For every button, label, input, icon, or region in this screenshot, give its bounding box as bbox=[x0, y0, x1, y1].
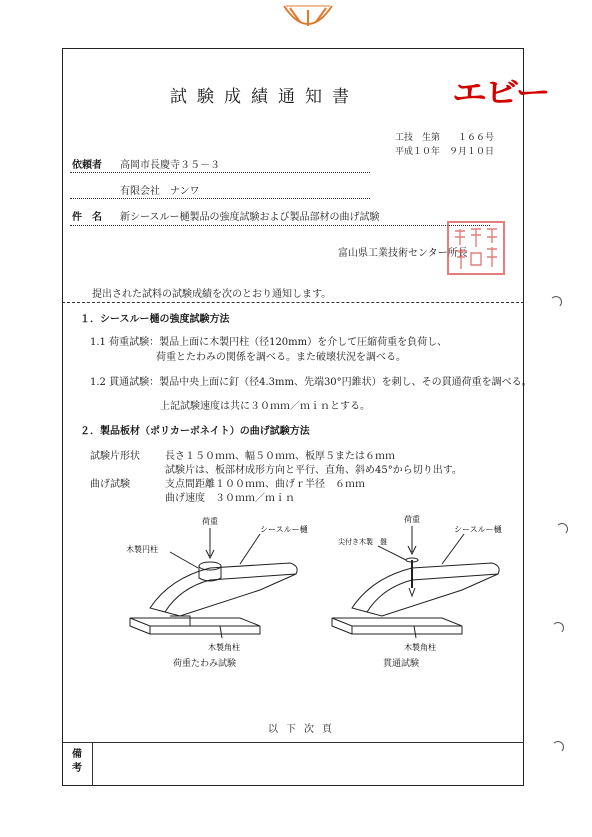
left-product-label: シースルー樋 bbox=[260, 525, 308, 534]
right-figure-caption: 貫通試験 bbox=[383, 659, 420, 669]
subject-value: 新シースルー樋製品の強度試験および製品部材の曲げ試験 bbox=[120, 212, 380, 223]
subject-label: 件 名 bbox=[72, 212, 102, 223]
section-divider bbox=[62, 302, 524, 303]
load-test-line1: 1.1 荷重試験：製品上面に木製円柱（径120mm）を介して圧縮荷重を負荷し、 bbox=[90, 337, 448, 348]
speed-note: 上記試験速度は共に３０ｍｍ／ｍｉｎとする。 bbox=[160, 401, 370, 412]
client-underline bbox=[70, 172, 370, 173]
binder-hole-top bbox=[550, 296, 562, 308]
binder-hole-middle bbox=[556, 523, 568, 535]
specimen-shape-label: 試験片形状 bbox=[90, 451, 140, 462]
company-underline bbox=[70, 198, 370, 199]
client-label: 依頼者 bbox=[72, 160, 102, 171]
penetration-test: 1.2 貫通試験：製品中央上面に釘（径4.3mm、先端30°円錐状）を刺し、その貫通荷重を調べる。 bbox=[90, 377, 532, 388]
document-date: 平成１０年 ９月１０日 bbox=[395, 147, 495, 157]
section1-heading: １．シースルー樋の強度試験方法 bbox=[80, 314, 230, 325]
binder-hole-bottom bbox=[552, 741, 564, 753]
section2-heading: ２．製品板材（ポリカーボネイト）の曲げ試験方法 bbox=[80, 426, 310, 437]
official-seal-pattern bbox=[449, 223, 503, 273]
next-page-note: 以下次頁 bbox=[268, 724, 340, 735]
specimen-shape-line2: 試験片は、板部材成形方向と平行、直角、斜め45°から切り出す。 bbox=[165, 465, 462, 476]
red-stamp-mark: エビー bbox=[452, 76, 549, 109]
remarks-top-border bbox=[62, 742, 524, 743]
left-base-label: 木製角柱 bbox=[208, 643, 240, 652]
right-nail-label: 尖付き木製 盤 bbox=[338, 538, 387, 546]
specimen-shape-line1: 長さ１５０ｍｍ、幅５０ｍｍ、板厚５または６ｍｍ bbox=[165, 451, 395, 462]
penetration-test-figure bbox=[318, 508, 518, 668]
intro-text: 提出された試料の試験成績を次のとおり通知します。 bbox=[92, 289, 332, 300]
load-test-figure bbox=[110, 508, 310, 668]
subject-underline bbox=[70, 225, 490, 226]
client-address: 高岡市長慶寺３５－３ bbox=[120, 160, 220, 171]
bending-test-line2: 曲げ速度 ３０ｍｍ／ｍｉｎ bbox=[165, 493, 295, 504]
right-base-label: 木製角柱 bbox=[404, 643, 436, 652]
binder-hole-lower bbox=[552, 622, 564, 634]
left-figure-caption: 荷重たわみ試験 bbox=[173, 659, 237, 669]
left-cylinder-label: 木製円柱 bbox=[126, 545, 158, 554]
document-number: 工技 生第 １６６号 bbox=[395, 133, 495, 143]
remarks-label: 備考 bbox=[72, 749, 82, 774]
official-seal bbox=[447, 221, 505, 275]
client-company: 有限会社 ナンワ bbox=[120, 186, 200, 197]
bending-test-label: 曲げ試験 bbox=[90, 479, 130, 490]
bending-test-line1: 支点間距離１００ｍｍ、曲げｒ半径 ６ｍｍ bbox=[165, 479, 365, 490]
right-product-label: シースルー樋 bbox=[454, 525, 502, 534]
document-title: 試験成績通知書 bbox=[170, 87, 359, 107]
remarks-divider bbox=[92, 742, 93, 786]
top-seal-mark bbox=[282, 2, 334, 36]
right-load-label: 荷重 bbox=[404, 515, 420, 524]
left-load-label: 荷重 bbox=[202, 517, 218, 526]
load-test-line2: 荷重とたわみの関係を調べる。また破壊状況を調べる。 bbox=[156, 352, 406, 363]
issuer-name: 富山県工業技術センター所長 bbox=[338, 248, 468, 259]
